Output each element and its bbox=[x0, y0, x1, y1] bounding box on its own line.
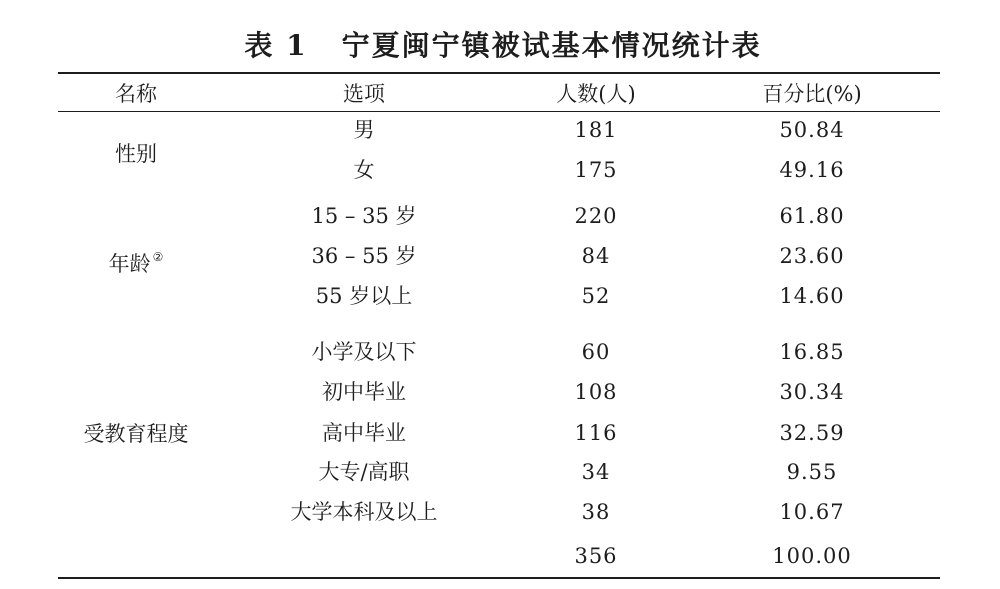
count-cell: 116 bbox=[574, 421, 618, 445]
option-cell: 大学本科及以上 bbox=[290, 500, 438, 524]
count-cell: 38 bbox=[581, 500, 611, 524]
header-name: 名称 bbox=[115, 82, 157, 106]
percent-cell: 16.85 bbox=[779, 340, 845, 364]
total-count: 356 bbox=[574, 544, 618, 568]
percent-cell: 49.16 bbox=[779, 158, 845, 182]
header-count: 人数(人) bbox=[556, 82, 636, 106]
count-cell: 181 bbox=[574, 118, 618, 142]
option-cell: 15 – 35 岁 bbox=[311, 204, 417, 228]
total-percent: 100.00 bbox=[772, 544, 852, 568]
option-cell: 初中毕业 bbox=[322, 380, 406, 404]
percent-cell: 61.80 bbox=[779, 204, 845, 228]
percent-cell: 14.60 bbox=[779, 284, 845, 308]
percent-cell: 30.34 bbox=[779, 380, 845, 404]
footnote-marker: ② bbox=[152, 250, 164, 264]
option-cell: 小学及以下 bbox=[311, 340, 417, 364]
option-cell: 大专/高职 bbox=[318, 460, 410, 484]
group-age bbox=[109, 242, 164, 279]
header-option: 选项 bbox=[343, 82, 385, 106]
table-title bbox=[0, 28, 1000, 64]
percent-cell: 23.60 bbox=[779, 244, 845, 268]
count-cell: 60 bbox=[581, 340, 611, 364]
group-education: 受教育程度 bbox=[83, 422, 189, 446]
table-caption: 宁夏闽宁镇被试基本情况统计表 bbox=[341, 29, 762, 62]
count-cell: 175 bbox=[574, 158, 618, 182]
count-cell: 220 bbox=[574, 204, 618, 228]
bottom-rule bbox=[58, 577, 940, 579]
count-cell: 52 bbox=[581, 284, 611, 308]
option-cell: 36 – 55 岁 bbox=[311, 244, 417, 268]
option-cell: 55 岁以上 bbox=[315, 284, 413, 308]
count-cell: 108 bbox=[574, 380, 618, 404]
header-rule bbox=[58, 111, 940, 112]
percent-cell: 9.55 bbox=[786, 460, 838, 484]
count-cell: 84 bbox=[581, 244, 611, 268]
option-cell: 男 bbox=[353, 118, 375, 142]
option-cell: 高中毕业 bbox=[322, 421, 406, 445]
header-percent: 百分比(%) bbox=[762, 82, 862, 106]
top-rule bbox=[58, 72, 940, 74]
percent-cell: 32.59 bbox=[779, 421, 845, 445]
count-cell: 34 bbox=[581, 460, 611, 484]
group-age-label: 年龄 bbox=[108, 252, 151, 276]
table-number: 表 1 bbox=[244, 29, 308, 62]
percent-cell: 50.84 bbox=[779, 118, 845, 142]
percent-cell: 10.67 bbox=[779, 500, 845, 524]
option-cell: 女 bbox=[353, 158, 375, 182]
group-gender: 性别 bbox=[115, 142, 157, 166]
